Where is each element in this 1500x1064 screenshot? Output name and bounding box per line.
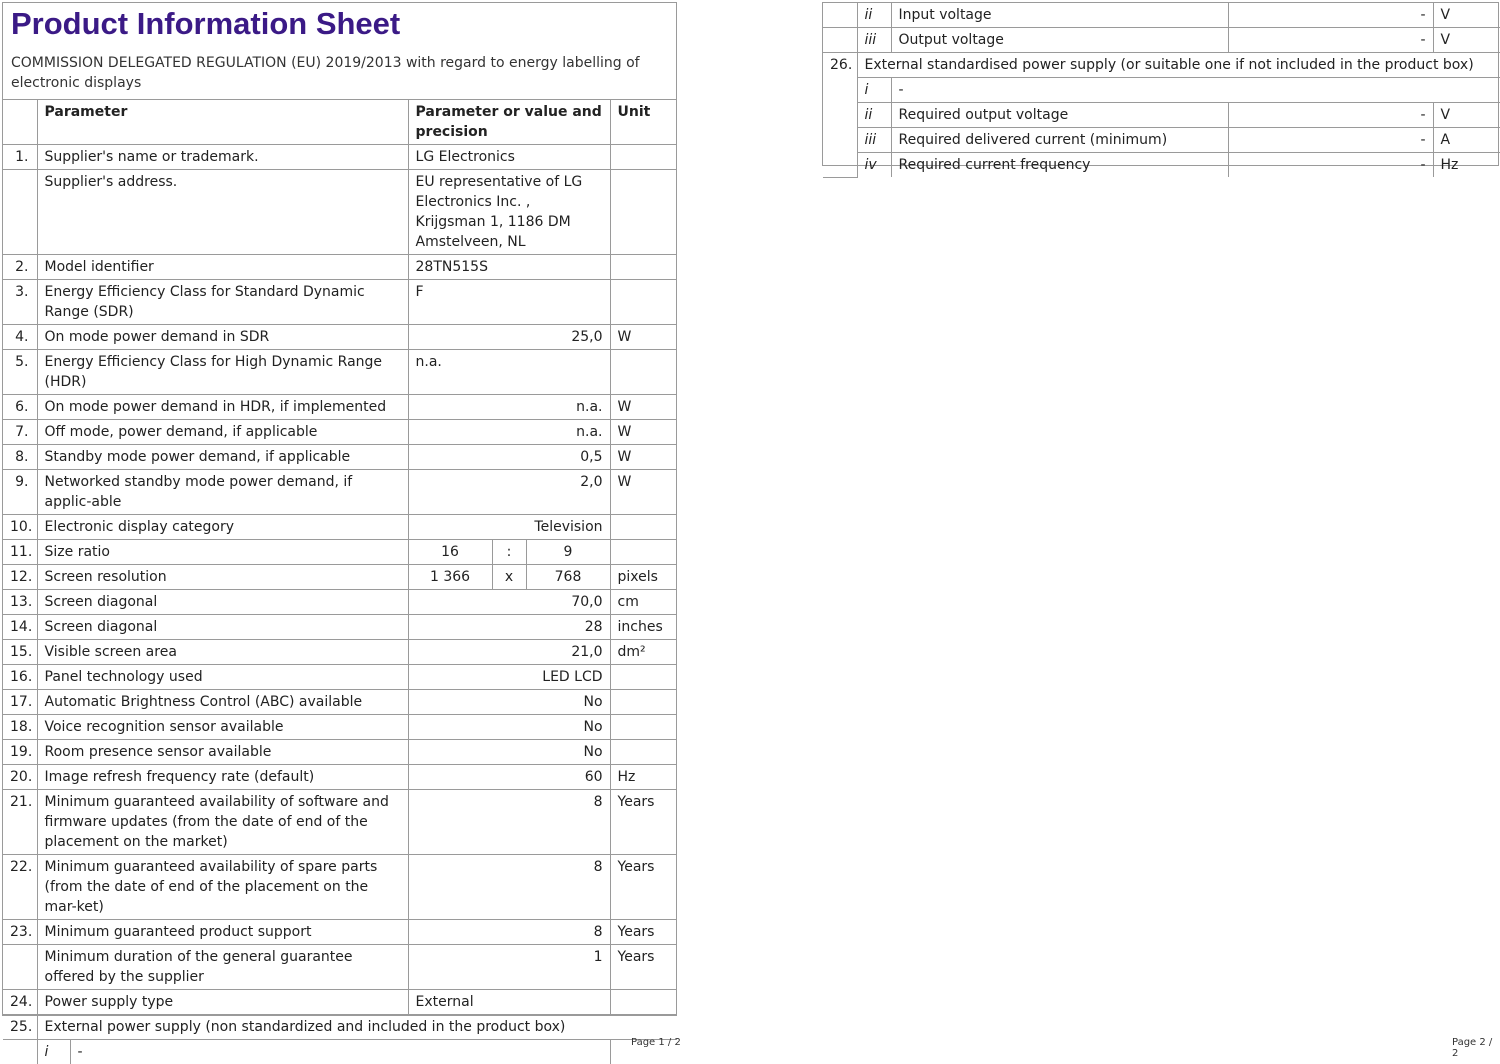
- parameter-value: n.a.: [408, 350, 610, 395]
- unit-cell: [610, 665, 677, 690]
- unit-cell: Hz: [610, 765, 677, 790]
- unit-cell: Years: [610, 920, 677, 945]
- table-row: [3, 990, 677, 1015]
- parameter-label: Electronic display category: [37, 515, 408, 540]
- table-row: [3, 470, 677, 515]
- row-number: 10.: [3, 515, 37, 540]
- unit-cell: [610, 145, 677, 170]
- value-part-1: 16: [408, 540, 492, 565]
- parameter-label: Energy Efficiency Class for Standard Dynamic Range (SDR): [37, 280, 408, 325]
- header-value: Parameter or value and precision: [408, 100, 610, 145]
- unit-cell: [610, 170, 677, 255]
- unit-cell: Years: [610, 790, 677, 855]
- parameter-value: No: [408, 690, 610, 715]
- table-row: [3, 145, 677, 170]
- row-number: 23.: [3, 920, 37, 945]
- row-number: 15.: [3, 640, 37, 665]
- parameter-value: 1: [408, 945, 610, 990]
- parameter-label: On mode power demand in HDR, if implemented: [37, 395, 408, 420]
- roman-index: i: [37, 1040, 70, 1064]
- table-row: [3, 640, 677, 665]
- table-row: [823, 53, 1500, 78]
- parameter-value: External: [408, 990, 610, 1015]
- parameter-label: Required delivered current (minimum): [891, 128, 1228, 153]
- parameter-label: Size ratio: [37, 540, 408, 565]
- table-row: [3, 690, 677, 715]
- row-number: 6.: [3, 395, 37, 420]
- row-number: 2.: [3, 255, 37, 280]
- parameter-label: Networked standby mode power demand, if applic-able: [37, 470, 408, 515]
- table-row: [3, 565, 677, 590]
- table-row: [3, 590, 677, 615]
- row-number: 21.: [3, 790, 37, 855]
- table-row: [3, 715, 677, 740]
- table-row: [3, 665, 677, 690]
- row-number: 8.: [3, 445, 37, 470]
- row-number: 9.: [3, 470, 37, 515]
- row-number: 3.: [3, 280, 37, 325]
- row-number: 7.: [3, 420, 37, 445]
- parameter-label: Screen resolution: [37, 565, 408, 590]
- parameter-value: 8: [408, 855, 610, 920]
- parameter-label: On mode power demand in SDR: [37, 325, 408, 350]
- unit-cell: V: [1433, 3, 1500, 28]
- roman-index: iv: [857, 153, 891, 178]
- roman-index: i: [857, 78, 891, 103]
- parameter-value: No: [408, 715, 610, 740]
- parameter-value: 8: [408, 790, 610, 855]
- unit-cell: [610, 350, 677, 395]
- unit-cell: W: [610, 420, 677, 445]
- unit-cell: inches: [610, 615, 677, 640]
- parameter-label: Off mode, power demand, if applicable: [37, 420, 408, 445]
- parameter-value: -: [1228, 28, 1433, 53]
- row-number: 18.: [3, 715, 37, 740]
- table-row: [3, 1015, 677, 1040]
- parameter-label: External standardised power supply (or suitable one if not included in the product box): [857, 53, 1500, 78]
- parameter-value: EU representative of LG Electronics Inc. , Krijgsman 1, 1186 DM Amstelveen, NL: [408, 170, 610, 255]
- table-row: [823, 103, 1500, 128]
- unit-cell: V: [1433, 103, 1500, 128]
- row-number: 24.: [3, 990, 37, 1015]
- table-row: [3, 515, 677, 540]
- row-number: 26.: [823, 53, 857, 178]
- parameter-label: Power supply type: [37, 990, 408, 1015]
- parameter-label: Room presence sensor available: [37, 740, 408, 765]
- row-number: 1.: [3, 145, 37, 170]
- table-row: [3, 255, 677, 280]
- row-number: 19.: [3, 740, 37, 765]
- row-number: 17.: [3, 690, 37, 715]
- parameter-value: LED LCD: [408, 665, 610, 690]
- table-row: [3, 855, 677, 920]
- parameter-label: Visible screen area: [37, 640, 408, 665]
- parameter-value: -: [70, 1040, 610, 1064]
- table-row: [823, 78, 1500, 103]
- parameter-label: Panel technology used: [37, 665, 408, 690]
- header-parameter: Parameter: [37, 100, 408, 145]
- table-row: [3, 395, 677, 420]
- table-row: [823, 3, 1500, 28]
- row-number: 20.: [3, 765, 37, 790]
- row-number: 22.: [3, 855, 37, 920]
- table-row: [3, 420, 677, 445]
- parameter-value: n.a.: [408, 395, 610, 420]
- parameter-label: -: [891, 78, 1500, 103]
- parameter-label: Output voltage: [891, 28, 1228, 53]
- parameter-label: Voice recognition sensor available: [37, 715, 408, 740]
- parameter-label: Supplier's address.: [37, 170, 408, 255]
- parameter-value: F: [408, 280, 610, 325]
- table-row: [3, 790, 677, 855]
- parameter-value: -: [1228, 128, 1433, 153]
- parameter-value: 28: [408, 615, 610, 640]
- row-number: [3, 1040, 37, 1064]
- row-number: [823, 28, 857, 53]
- unit-cell: [610, 280, 677, 325]
- parameter-value: No: [408, 740, 610, 765]
- value-part-1: 1 366: [408, 565, 492, 590]
- row-number: 16.: [3, 665, 37, 690]
- parameter-value: -: [1228, 3, 1433, 28]
- unit-cell: [610, 540, 677, 565]
- value-part-2: 9: [526, 540, 610, 565]
- unit-cell: dm²: [610, 640, 677, 665]
- parameter-label: Image refresh frequency rate (default): [37, 765, 408, 790]
- header-unit: Unit: [610, 100, 677, 145]
- parameter-value: -: [1228, 153, 1433, 178]
- unit-cell: cm: [610, 590, 677, 615]
- row-number: [3, 945, 37, 990]
- page-number-1: Page 1 / 2: [631, 1037, 681, 1048]
- row-number: 13.: [3, 590, 37, 615]
- title-block: [3, 3, 676, 100]
- parameter-label: Automatic Brightness Control (ABC) available: [37, 690, 408, 715]
- parameter-value: 8: [408, 920, 610, 945]
- parameter-label: Screen diagonal: [37, 590, 408, 615]
- unit-cell: pixels: [610, 565, 677, 590]
- parameter-label: Minimum guaranteed product support: [37, 920, 408, 945]
- parameter-value: 28TN515S: [408, 255, 610, 280]
- table-row: [823, 128, 1500, 153]
- table-row: [3, 945, 677, 990]
- roman-index: ii: [857, 3, 891, 28]
- table-row: [3, 350, 677, 395]
- parameter-value: 2,0: [408, 470, 610, 515]
- parameter-label: Input voltage: [891, 3, 1228, 28]
- unit-cell: Hz: [1433, 153, 1500, 178]
- value-part-2: 768: [526, 565, 610, 590]
- table-row: [3, 325, 677, 350]
- unit-cell: W: [610, 445, 677, 470]
- parameter-value: 21,0: [408, 640, 610, 665]
- row-number: 4.: [3, 325, 37, 350]
- parameter-label: External power supply (non standardized and included in the product box): [37, 1015, 677, 1040]
- unit-cell: [610, 255, 677, 280]
- parameter-label: Supplier's name or trademark.: [37, 145, 408, 170]
- parameter-label: Model identifier: [37, 255, 408, 280]
- table-row: [3, 1040, 677, 1064]
- row-number: 5.: [3, 350, 37, 395]
- table-row: [3, 920, 677, 945]
- row-number: 11.: [3, 540, 37, 565]
- table-row: [3, 765, 677, 790]
- unit-cell: [610, 990, 677, 1015]
- page-number-2: Page 2 / 2: [1452, 1037, 1500, 1059]
- value-separator: :: [492, 540, 526, 565]
- unit-cell: W: [610, 395, 677, 420]
- row-number: 14.: [3, 615, 37, 640]
- table-row: [3, 280, 677, 325]
- parameter-value: 70,0: [408, 590, 610, 615]
- parameter-value: Television: [408, 515, 610, 540]
- unit-cell: A: [1433, 128, 1500, 153]
- parameter-label: Standby mode power demand, if applicable: [37, 445, 408, 470]
- row-number: [3, 170, 37, 255]
- parameter-label: Energy Efficiency Class for High Dynamic Range (HDR): [37, 350, 408, 395]
- parameter-value: n.a.: [408, 420, 610, 445]
- parameter-value: -: [1228, 103, 1433, 128]
- unit-cell: V: [1433, 28, 1500, 53]
- table-row: [823, 153, 1500, 178]
- unit-cell: [610, 715, 677, 740]
- page-title: Product Information Sheet: [3, 3, 676, 43]
- table-header-row: [3, 100, 677, 145]
- parameter-label: Required output voltage: [891, 103, 1228, 128]
- unit-cell: W: [610, 470, 677, 515]
- unit-cell: [610, 740, 677, 765]
- table-row: [3, 445, 677, 470]
- parameter-table: [3, 100, 677, 1064]
- unit-cell: [610, 690, 677, 715]
- page-2-sheet: [822, 2, 1499, 166]
- unit-cell: Years: [610, 945, 677, 990]
- parameter-label: Minimum duration of the general guarantee offered by the supplier: [37, 945, 408, 990]
- parameter-label: Minimum guaranteed availability of software and firmware updates (from the date of end of the placement on the market): [37, 790, 408, 855]
- page-1-sheet: [2, 2, 677, 1016]
- unit-cell: Years: [610, 855, 677, 920]
- parameter-label: Screen diagonal: [37, 615, 408, 640]
- parameter-value: LG Electronics: [408, 145, 610, 170]
- table-row: [823, 28, 1500, 53]
- row-number: 25.: [3, 1015, 37, 1040]
- row-number: [823, 3, 857, 28]
- parameter-value: 25,0: [408, 325, 610, 350]
- parameter-value: 0,5: [408, 445, 610, 470]
- table-row: [3, 740, 677, 765]
- roman-index: iii: [857, 28, 891, 53]
- parameter-value: 60: [408, 765, 610, 790]
- table-row: [3, 615, 677, 640]
- unit-cell: [610, 515, 677, 540]
- table-row: [3, 540, 677, 565]
- unit-cell: W: [610, 325, 677, 350]
- parameter-label: Minimum guaranteed availability of spare parts (from the date of end of the placement on the mar-ket): [37, 855, 408, 920]
- parameter-label: Required current frequency: [891, 153, 1228, 178]
- power-supply-table: [823, 3, 1500, 178]
- row-number: 12.: [3, 565, 37, 590]
- regulation-subtitle: COMMISSION DELEGATED REGULATION (EU) 2019/2013 with regard to energy labelling of electronic displays: [3, 43, 676, 93]
- value-separator: x: [492, 565, 526, 590]
- roman-index: ii: [857, 103, 891, 128]
- table-row: [3, 170, 677, 255]
- roman-index: iii: [857, 128, 891, 153]
